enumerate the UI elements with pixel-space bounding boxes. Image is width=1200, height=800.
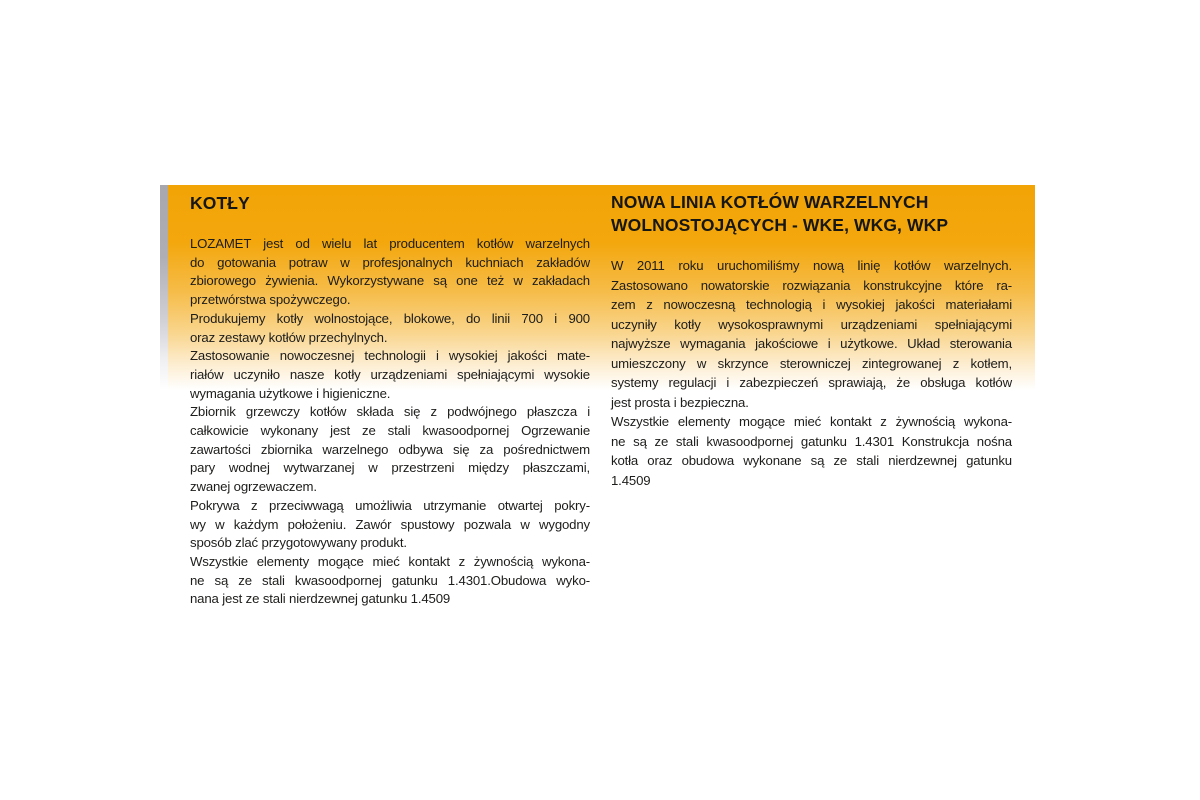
text-line: zwanej ogrzewaczem. [190, 479, 317, 495]
text-line: nana jest ze stali nierdzewnej gatunku 1.4509 [190, 591, 451, 607]
text-line: przetwórstwa spożywczego. [190, 292, 351, 308]
paragraph [190, 310, 590, 347]
text-line: 1.4509 [611, 472, 651, 488]
text-line: Produkujemy kotły wolnostojące, blokowe, do linii 700 i 900 [190, 310, 590, 326]
text-line: kotła oraz obudowa wykonane są ze stali nierdzewnej gatunku [611, 453, 1012, 468]
text-line: uczyniły kotły wysokosprawnymi urządzeniami spełniającymi [611, 316, 1012, 332]
text-line: jest prosta i bezpieczna. [611, 394, 749, 410]
paragraph [190, 403, 590, 497]
right-column-body [611, 256, 1012, 490]
text-line: Zastosowano nowatorskie rozwiązania konstrukcyjne które ra- [611, 277, 1012, 293]
right-column [611, 191, 1012, 490]
paragraph [190, 497, 590, 553]
right-column-heading-line-1: NOWA LINIA KOTŁÓW WARZELNYCH [611, 192, 929, 212]
text-line: Wszystkie elementy mogące mieć kontakt z żywnością wykona- [611, 414, 1012, 429]
text-line: W 2011 roku uruchomiliśmy nową linię kotłów warzelnych. [611, 258, 1012, 273]
text-line: Zbiornik grzewczy kotłów składa się z podwójnego płaszcza i [190, 404, 590, 420]
paragraph [190, 235, 590, 310]
text-line: najwyższe wymagania jakościowe i użytkowe. Układ sterowania [611, 336, 1012, 351]
right-column-heading-line-2: WOLNOSTOJĄCYCH - WKE, WKG, WKP [611, 215, 949, 235]
page-left-edge-strip [160, 185, 168, 390]
text-line: ne są ze stali kwasoodpornej gatunku 1.4301 Konstrukcja nośna [611, 433, 1012, 449]
paragraph [611, 256, 1012, 412]
text-line: riałów uczyniło nasze kotły urządzeniami spełniającymi wysokie [190, 366, 590, 382]
text-line: zem z nowoczesną technologią i wysokiej jakości materiałami [611, 297, 1012, 312]
text-line: Wszystkie elementy mogące mieć kontakt z żywnością wykona- [190, 553, 590, 569]
text-line: zawartości zbiornika warzelnego odbywa się za pośrednictwem [190, 441, 590, 457]
text-line: systemy regulacji i zabezpieczeń sprawiają, że obsługa kotłów [611, 375, 1012, 390]
left-column-body [190, 235, 590, 609]
text-line: wy w każdym położeniu. Zawór spustowy pozwala w wygodny [190, 516, 590, 532]
text-line: sposób zlać przygotowywany produkt. [190, 535, 407, 551]
text-line: LOZAMET jest od wielu lat producentem kotłów warzelnych [190, 236, 590, 251]
text-line: Pokrywa z przeciwwagą umożliwia utrzymanie otwartej pokry- [190, 497, 590, 513]
text-line: oraz zestawy kotłów przechylnych. [190, 329, 388, 345]
text-line: zbiorowego żywienia. Wykorzystywane są one też w zakładach [190, 273, 590, 289]
text-line: ne są ze stali kwasoodpornej gatunku 1.4301.Obudowa wyko- [190, 572, 590, 588]
right-column-heading [611, 191, 1012, 237]
paragraph [190, 347, 590, 403]
text-line: Zastosowanie nowoczesnej technologii i wysokiej jakości mate- [190, 348, 590, 364]
left-column-heading: KOTŁY [190, 193, 250, 213]
text-line: całkowicie wykonany jest ze stali kwasoodpornej Ogrzewanie [190, 423, 590, 439]
text-line: umieszczony w skrzynce sterowniczej zintegrowanej z kotłem, [611, 355, 1012, 371]
paragraph [190, 553, 590, 609]
text-line: wymagania użytkowe i higieniczne. [190, 385, 391, 401]
text-line: pary wodnej wytwarzanej w przestrzeni między płaszczami, [190, 460, 590, 476]
left-column [190, 193, 590, 609]
paragraph [611, 412, 1012, 490]
text-line: do gotowania potraw w profesjonalnych kuchniach zakładów [190, 254, 590, 270]
